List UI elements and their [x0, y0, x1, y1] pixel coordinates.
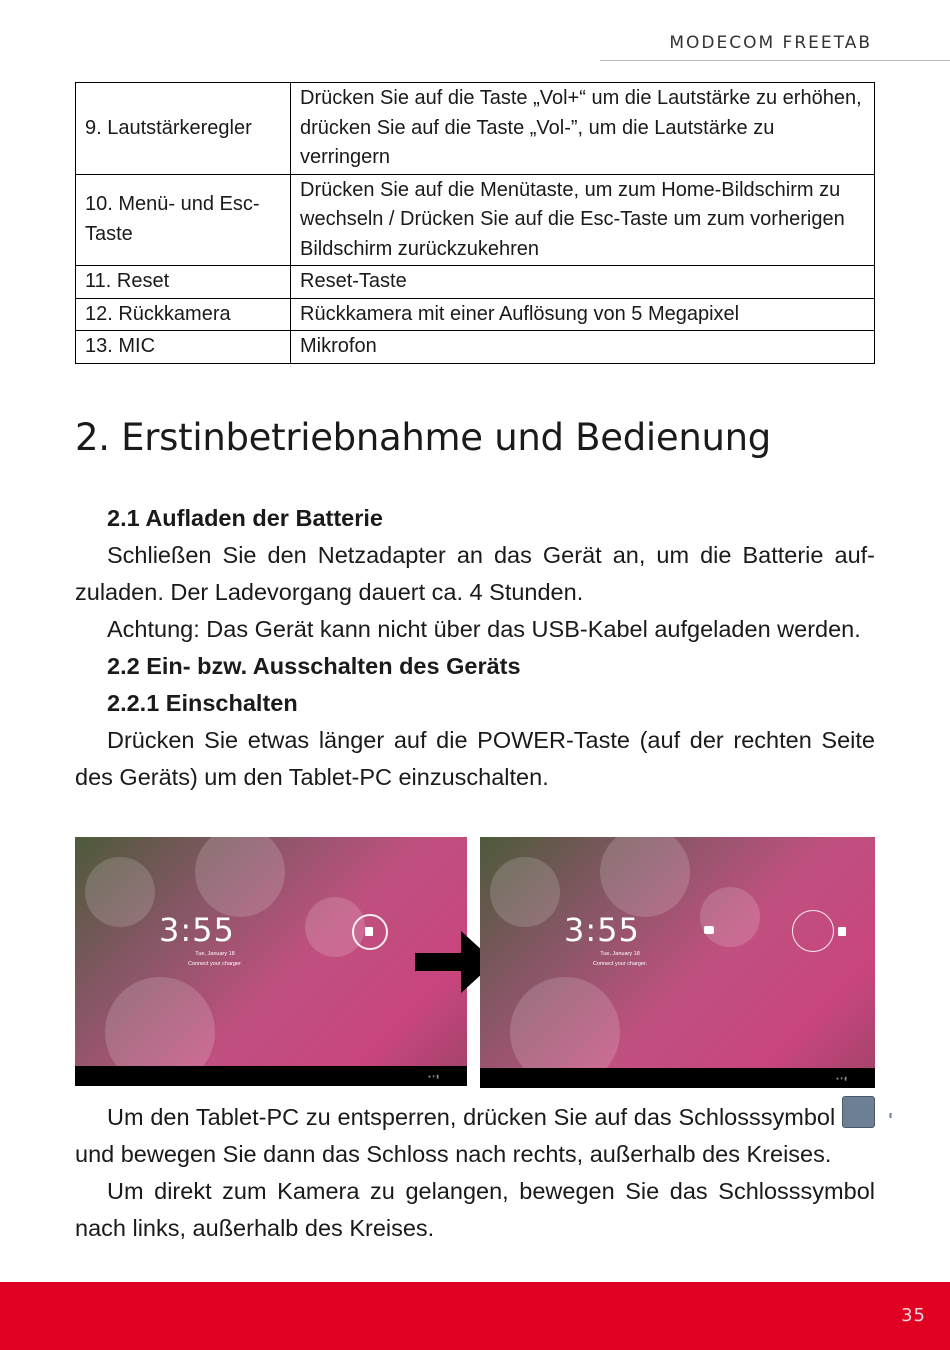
spec-name: 11. Reset: [76, 266, 291, 299]
spec-desc: Drücken Sie auf die Taste „Vol+“ um die Lautstärke zu erhöhen, drücken Sie auf die Taste „Vol-”, um die Lautstärke zu verringern: [291, 83, 875, 175]
status-text: Connect your charger.: [592, 961, 648, 967]
navigation-bar: [75, 1066, 467, 1086]
spec-desc: Drücken Sie auf die Menütaste, um zum Home-Bildschirm zu wechseln / Drücken Sie auf die Esc-Taste um zum vorherigen Bildschirm zurückzukehren: [291, 174, 875, 266]
status-text: Connect your charger.: [187, 961, 243, 967]
lock-icon: [842, 1096, 875, 1128]
table-row: [76, 331, 875, 364]
body-text-lower: [75, 1096, 875, 1247]
table-row: [76, 174, 875, 266]
clock-date: Tue, January 18: [600, 951, 640, 957]
bubble: [600, 837, 690, 917]
spec-name: 10. Menü- und Esc-Taste: [76, 174, 291, 266]
spec-desc: Mikrofon: [291, 331, 875, 364]
lockscreen-screenshot-after: [480, 837, 875, 1088]
header-divider: [600, 60, 950, 61]
clock-time: 3:55: [564, 911, 640, 949]
spec-name: 13. MIC: [76, 331, 291, 364]
bubble: [490, 857, 560, 927]
bubble: [700, 887, 760, 947]
lock-icon: [365, 927, 373, 936]
subheading-charging: 2.1 Aufladen der Batterie: [107, 505, 383, 531]
lockscreen-figures: [75, 837, 875, 1087]
spec-desc: Reset-Taste: [291, 266, 875, 299]
unlock-text-end: und bewegen Sie dann das Schloss nach rechts, außerhalb des Kreises.: [75, 1141, 832, 1167]
footer-bar: [0, 1282, 950, 1350]
header-brand: MODECOM FREETAB: [669, 33, 872, 53]
camera-icon: [704, 926, 714, 934]
paragraph-camera: Um direkt zum Kamera zu gelangen, bewegen Sie das Schlosssymbol nach links, außerhalb des Kreises.: [75, 1178, 875, 1241]
body-text: [75, 500, 875, 796]
paragraph-usb-warning: Achtung: Das Gerät kann nicht über das USB-Kabel aufgeladen werden.: [107, 616, 861, 642]
table-row: [76, 83, 875, 175]
paragraph-power-on: Drücken Sie etwas länger auf die POWER-Taste (auf der rechten Seite des Geräts) um den Tablet-PC einzuschalten.: [75, 727, 875, 790]
spec-name: 12. Rückkamera: [76, 298, 291, 331]
spec-name: 9. Lautstärkeregler: [76, 83, 291, 175]
unlock-icon: [838, 927, 846, 936]
table-row: [76, 298, 875, 331]
subheading-power: 2.2 Ein- bzw. Ausschalten des Geräts: [107, 653, 521, 679]
page-number: 35: [901, 1305, 926, 1326]
navigation-bar: [480, 1068, 875, 1088]
subheading-power-on: 2.2.1 Einschalten: [107, 690, 298, 716]
paragraph-charging: Schließen Sie den Netzadapter an das Gerät an, um die Batterie aufzuladen. Der Ladevorgang dauert ca. 4 Stunden.: [75, 542, 875, 605]
unlock-text-start: Um den Tablet-PC zu entsperren, drücken Sie auf das Schlosssymbol: [107, 1104, 836, 1130]
spec-desc: Rückkamera mit einer Auflösung von 5 Megapixel: [291, 298, 875, 331]
paragraph-unlock: [75, 1096, 875, 1173]
section-title: 2. Erstinbetriebnahme und Bedienung: [75, 416, 771, 459]
navbar-status-icon: ● ▾ ▮: [427, 1074, 439, 1080]
bubble: [195, 837, 285, 917]
clock-date: Tue, January 18: [195, 951, 235, 957]
table-row: [76, 266, 875, 299]
lockscreen-screenshot-before: [75, 837, 467, 1086]
unlock-ring[interactable]: [792, 910, 834, 952]
bubble: [85, 857, 155, 927]
spec-table: [75, 82, 875, 364]
navbar-status-icon: ● ▾ ▮: [835, 1076, 847, 1082]
clock-time: 3:55: [159, 911, 235, 949]
